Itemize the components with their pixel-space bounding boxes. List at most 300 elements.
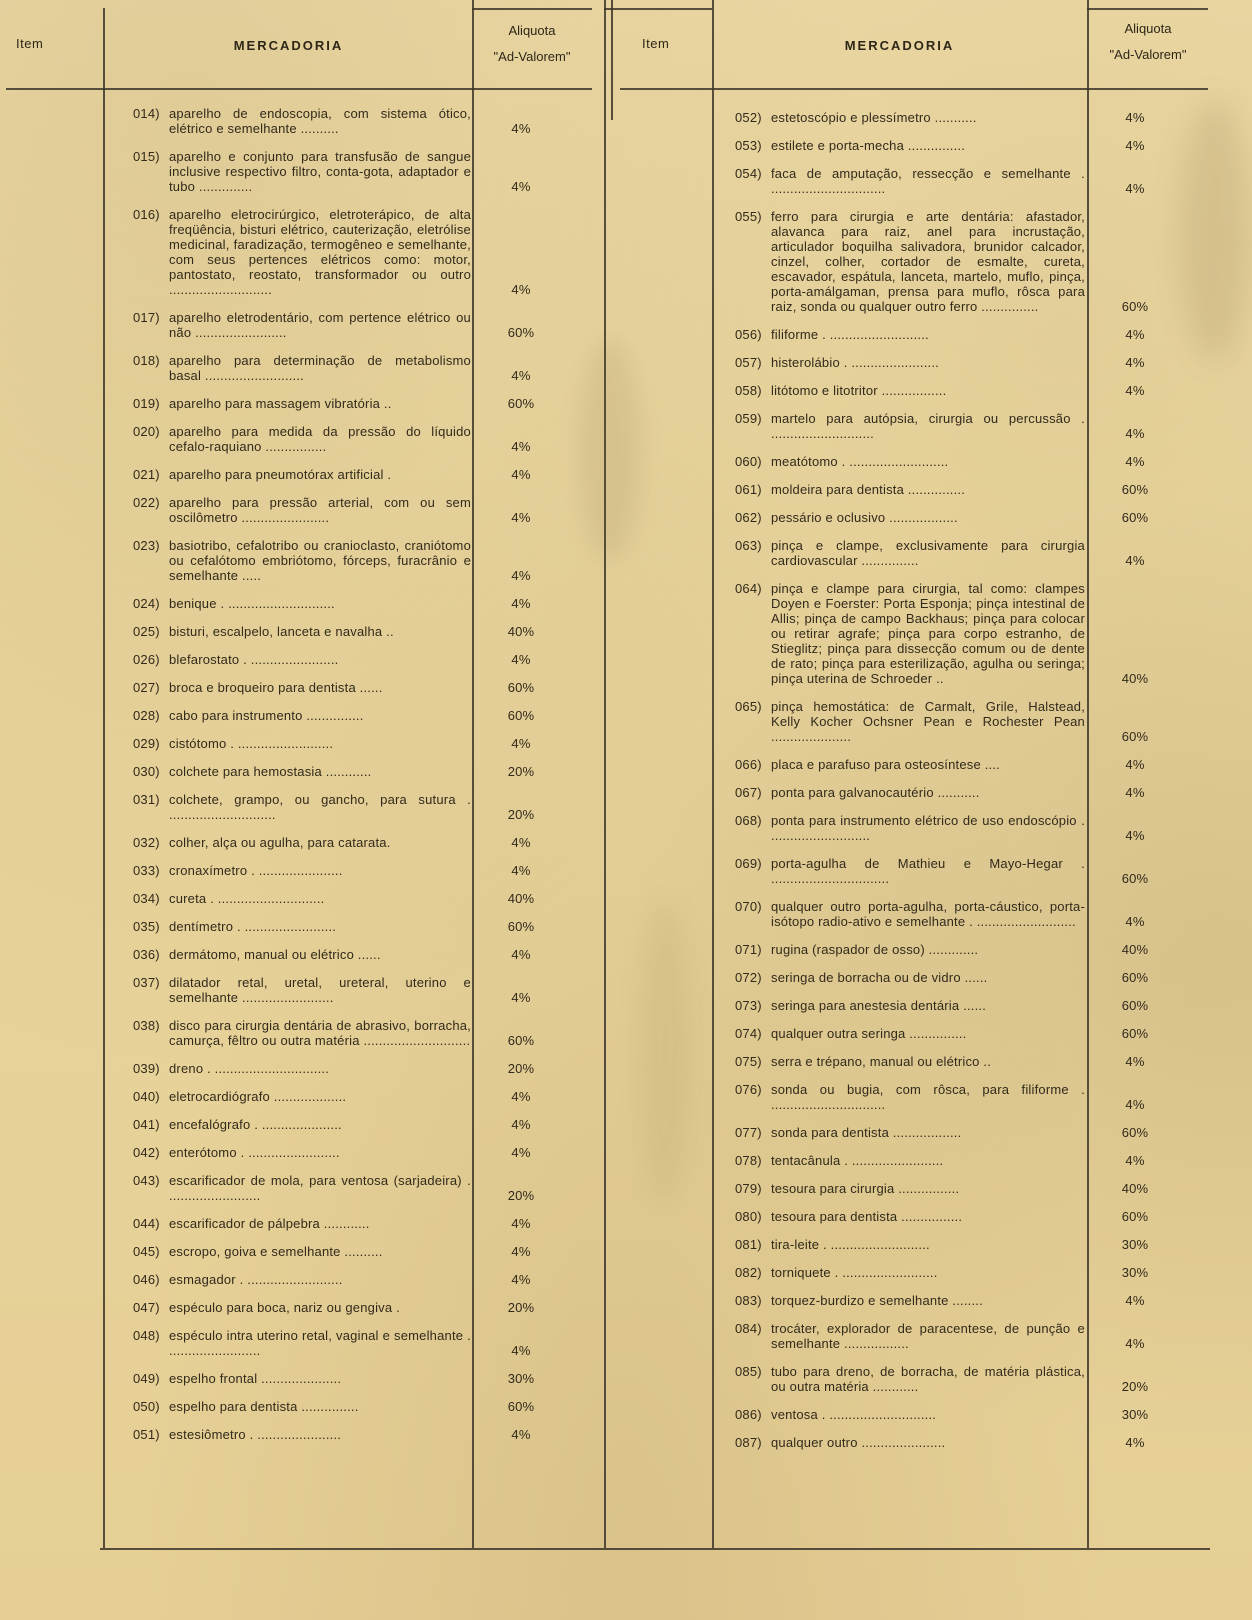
- table-row: [133, 495, 563, 525]
- item-description: porta-agulha de Mathieu e Mayo-Hegar . ...............................: [771, 856, 1085, 886]
- item-rate: 60%: [1121, 510, 1149, 525]
- item-number: 075): [735, 1054, 762, 1069]
- item-description: disco para cirurgia dentária de abrasivo, borracha, camurça, fêltro ou outra matéria ............................: [169, 1018, 471, 1048]
- item-description: meatótomo . ..........................: [771, 454, 949, 469]
- item-rate: 60%: [1121, 970, 1149, 985]
- item-description: sonda ou bugia, com rôsca, para filiforme . ..............................: [771, 1082, 1085, 1112]
- item-description: blefarostato . .......................: [169, 652, 339, 667]
- item-description: tira-leite . ..........................: [771, 1237, 930, 1252]
- item-rate: 60%: [1121, 482, 1149, 497]
- item-number: 067): [735, 785, 762, 800]
- item-description: ferro para cirurgia e arte dentária: afastador, alavanca para raiz, anel para incrustação, articulador boquilha salivadora, brunidor calcador, cinzel, colher, cortador de esmalte, cureta, escavador, espátula, lanceta, martelo, muflo, pinça, porta-amálgaman, prensa para muflo, rôsca para raiz, sonda ou qualquer outro ferro ...............: [771, 209, 1085, 314]
- table-row: [735, 482, 1177, 497]
- item-number: 045): [133, 1244, 160, 1259]
- item-description: faca de amputação, ressecção e semelhante . ..............................: [771, 166, 1085, 196]
- center-divider-line-2: [611, 0, 613, 120]
- item-description: espéculo para boca, nariz ou gengiva .: [169, 1300, 400, 1315]
- item-description: pinça e clampe, exclusivamente para cirurgia cardiovascular ...............: [771, 538, 1085, 568]
- item-description: encefalógrafo . .....................: [169, 1117, 342, 1132]
- aliquota-label-line2: "Ad-Valorem": [1109, 47, 1187, 62]
- item-description: estilete e porta-mecha ...............: [771, 138, 966, 153]
- table-row: [133, 207, 563, 297]
- item-description: aparelho para determinação de metabolismo basal ..........................: [169, 353, 471, 383]
- item-description: escropo, goiva e semelhante ..........: [169, 1244, 383, 1259]
- item-number: 030): [133, 764, 160, 779]
- item-rate: 60%: [1121, 1209, 1149, 1224]
- table-row: [735, 538, 1177, 568]
- item-rate: 20%: [507, 1188, 535, 1203]
- item-description: tentacânula . ........................: [771, 1153, 944, 1168]
- item-description: aparelho eletrocirúrgico, eletroterápico, de alta freqüência, bisturi elétrico, cauterização, eletrólise medicinal, faradização, termogêneo e semelhante, com seus pertences elétricos como: motor, pantostato, reostato, transformador ou outro ...........................: [169, 207, 471, 297]
- item-rate: 60%: [507, 680, 535, 695]
- item-rate: 4%: [511, 1272, 531, 1287]
- item-number: 072): [735, 970, 762, 985]
- item-number: 063): [735, 538, 762, 553]
- item-number: 017): [133, 310, 160, 325]
- item-number: 015): [133, 149, 160, 164]
- item-rate: 60%: [1121, 871, 1149, 886]
- item-description: qualquer outra seringa ...............: [771, 1026, 967, 1041]
- item-rate: 60%: [507, 708, 535, 723]
- table-row: [735, 1026, 1177, 1041]
- item-number: 085): [735, 1364, 762, 1379]
- item-rate: 4%: [511, 1244, 531, 1259]
- item-description: eletrocardiógrafo ...................: [169, 1089, 347, 1104]
- item-rate: 60%: [507, 1399, 535, 1414]
- right-item-divider-line: [712, 0, 714, 1548]
- item-rate: 20%: [507, 764, 535, 779]
- table-row: [133, 353, 563, 383]
- item-number: 042): [133, 1145, 160, 1160]
- item-rate: 4%: [1125, 553, 1145, 568]
- table-row: [735, 942, 1177, 957]
- item-rate: 30%: [507, 1371, 535, 1386]
- item-rate: 4%: [511, 368, 531, 383]
- item-number: 050): [133, 1399, 160, 1414]
- table-row: [735, 510, 1177, 525]
- table-row: [735, 355, 1177, 370]
- item-description: colher, alça ou agulha, para catarata.: [169, 835, 391, 850]
- item-rate: 4%: [511, 1089, 531, 1104]
- table-row: [133, 1427, 563, 1442]
- item-number: 043): [133, 1173, 160, 1188]
- item-number: 053): [735, 138, 762, 153]
- item-description: aparelho para pressão arterial, com ou sem oscilômetro .......................: [169, 495, 471, 525]
- left-column-header-item: Item: [16, 36, 44, 51]
- table-row: [133, 106, 563, 136]
- item-rate: 4%: [511, 179, 531, 194]
- aliquota-label-line2: "Ad-Valorem": [493, 49, 571, 64]
- item-number: 064): [735, 581, 762, 596]
- item-number: 084): [735, 1321, 762, 1336]
- item-number: 081): [735, 1237, 762, 1252]
- item-number: 037): [133, 975, 160, 990]
- item-rate: 4%: [511, 510, 531, 525]
- item-number: 082): [735, 1265, 762, 1280]
- table-row: [735, 1321, 1177, 1351]
- table-row: [133, 1117, 563, 1132]
- table-row: [133, 1216, 563, 1231]
- table-row: [133, 1089, 563, 1104]
- right-column-header-item: Item: [642, 36, 670, 51]
- table-row: [133, 919, 563, 934]
- item-rate: 30%: [1121, 1265, 1149, 1280]
- item-description: colchete, grampo, ou gancho, para sutura . ............................: [169, 792, 471, 822]
- item-description: filiforme . ..........................: [771, 327, 929, 342]
- right-table-body: [735, 110, 1177, 1463]
- item-number: 019): [133, 396, 160, 411]
- table-row: [735, 1293, 1177, 1308]
- table-row: [735, 454, 1177, 469]
- item-description: tesoura para cirurgia ................: [771, 1181, 960, 1196]
- item-number: 077): [735, 1125, 762, 1140]
- item-description: cureta . ............................: [169, 891, 325, 906]
- item-rate: 4%: [1125, 828, 1145, 843]
- item-rate: 4%: [1125, 383, 1145, 398]
- item-rate: 4%: [1125, 138, 1145, 153]
- item-number: 024): [133, 596, 160, 611]
- item-rate: 20%: [507, 1061, 535, 1076]
- item-number: 027): [133, 680, 160, 695]
- item-rate: 60%: [507, 1033, 535, 1048]
- item-number: 066): [735, 757, 762, 772]
- item-number: 033): [133, 863, 160, 878]
- table-row: [735, 856, 1177, 886]
- item-description: tubo para dreno, de borracha, de matéria plástica, ou outra matéria ............: [771, 1364, 1085, 1394]
- item-rate: 4%: [1125, 785, 1145, 800]
- item-description: ponta para instrumento elétrico de uso endoscópio . ..........................: [771, 813, 1085, 843]
- item-rate: 4%: [511, 1216, 531, 1231]
- item-number: 051): [133, 1427, 160, 1442]
- item-number: 035): [133, 919, 160, 934]
- table-row: [133, 863, 563, 878]
- table-row: [735, 110, 1177, 125]
- item-description: esmagador . .........................: [169, 1272, 343, 1287]
- table-row: [133, 310, 563, 340]
- item-description: colchete para hemostasia ............: [169, 764, 372, 779]
- table-row: [133, 652, 563, 667]
- item-rate: 40%: [1121, 942, 1149, 957]
- item-rate: 4%: [1125, 355, 1145, 370]
- item-rate: 4%: [1125, 181, 1145, 196]
- item-rate: 4%: [511, 596, 531, 611]
- center-top-rule: [604, 8, 712, 10]
- table-row: [735, 411, 1177, 441]
- table-row: [735, 138, 1177, 153]
- item-rate: 4%: [511, 1343, 531, 1358]
- item-rate: 4%: [1125, 327, 1145, 342]
- item-number: 044): [133, 1216, 160, 1231]
- item-description: broca e broqueiro para dentista ......: [169, 680, 383, 695]
- item-description: litótomo e litotritor .................: [771, 383, 947, 398]
- item-description: escarificador de pálpebra ............: [169, 1216, 370, 1231]
- item-number: 068): [735, 813, 762, 828]
- item-description: benique . ............................: [169, 596, 335, 611]
- item-rate: 40%: [1121, 1181, 1149, 1196]
- item-number: 040): [133, 1089, 160, 1104]
- item-rate: 20%: [507, 807, 535, 822]
- item-rate: 60%: [1121, 729, 1149, 744]
- item-description: espéculo intra uterino retal, vaginal e semelhante . ........................: [169, 1328, 471, 1358]
- item-number: 078): [735, 1153, 762, 1168]
- item-number: 023): [133, 538, 160, 553]
- item-number: 046): [133, 1272, 160, 1287]
- left-item-divider-line: [103, 8, 105, 1548]
- item-description: pessário e oclusivo ..................: [771, 510, 958, 525]
- item-number: 034): [133, 891, 160, 906]
- table-row: [735, 166, 1177, 196]
- item-rate: 4%: [511, 1117, 531, 1132]
- table-row: [735, 1054, 1177, 1069]
- left-table-body: [133, 106, 563, 1455]
- table-row: [735, 1153, 1177, 1168]
- item-description: cistótomo . .........................: [169, 736, 334, 751]
- item-rate: 4%: [1125, 757, 1145, 772]
- left-aliquota-top-rule: [472, 8, 592, 10]
- item-description: enterótomo . ........................: [169, 1145, 340, 1160]
- right-column-header-aliquota: [1089, 16, 1207, 68]
- item-rate: 4%: [1125, 110, 1145, 125]
- item-rate: 30%: [1121, 1237, 1149, 1252]
- table-row: [133, 736, 563, 751]
- item-description: basiotribo, cefalotribo ou cranioclasto, craniótomo ou cefalótomo embriótomo, fórceps, furacrânio e semelhante .....: [169, 538, 471, 583]
- item-description: dilatador retal, uretal, ureteral, uterino e semelhante ........................: [169, 975, 471, 1005]
- item-description: seringa de borracha ou de vidro ......: [771, 970, 988, 985]
- item-rate: 4%: [511, 439, 531, 454]
- item-rate: 4%: [511, 736, 531, 751]
- item-rate: 4%: [1125, 1153, 1145, 1168]
- item-rate: 4%: [511, 467, 531, 482]
- item-description: torquez-burdizo e semelhante ........: [771, 1293, 983, 1308]
- item-description: martelo para autópsia, cirurgia ou percussão . ...........................: [771, 411, 1085, 441]
- item-description: estesiômetro . ......................: [169, 1427, 342, 1442]
- item-description: estetoscópio e plessímetro ...........: [771, 110, 977, 125]
- item-rate: 4%: [511, 1145, 531, 1160]
- item-description: cronaxímetro . ......................: [169, 863, 343, 878]
- item-number: 059): [735, 411, 762, 426]
- item-description: aparelho para massagem vibratória ..: [169, 396, 392, 411]
- item-rate: 60%: [1121, 1026, 1149, 1041]
- table-row: [735, 1407, 1177, 1422]
- table-row: [133, 596, 563, 611]
- item-number: 041): [133, 1117, 160, 1132]
- item-description: bisturi, escalpelo, lanceta e navalha ..: [169, 624, 394, 639]
- item-rate: 4%: [511, 835, 531, 850]
- item-description: serra e trépano, manual ou elétrico ..: [771, 1054, 992, 1069]
- item-description: dreno . ..............................: [169, 1061, 330, 1076]
- table-row: [133, 764, 563, 779]
- table-row: [735, 1265, 1177, 1280]
- item-number: 018): [133, 353, 160, 368]
- left-column-header-mercadoria: MERCADORIA: [233, 38, 344, 53]
- table-row: [133, 1061, 563, 1076]
- item-description: aparelho de endoscopia, com sistema ótico, elétrico e semelhante ..........: [169, 106, 471, 136]
- item-number: 028): [133, 708, 160, 723]
- item-description: ponta para galvanocautério ...........: [771, 785, 980, 800]
- item-number: 047): [133, 1300, 160, 1315]
- item-description: trocáter, explorador de paracentese, de punção e semelhante .................: [771, 1321, 1085, 1351]
- item-rate: 40%: [507, 624, 535, 639]
- item-rate: 60%: [507, 396, 535, 411]
- item-number: 070): [735, 899, 762, 914]
- item-number: 048): [133, 1328, 160, 1343]
- paper-stain: [580, 340, 640, 560]
- table-row: [735, 209, 1177, 314]
- item-number: 071): [735, 942, 762, 957]
- item-description: sonda para dentista ..................: [771, 1125, 962, 1140]
- item-rate: 60%: [1121, 299, 1149, 314]
- item-number: 031): [133, 792, 160, 807]
- item-rate: 30%: [1121, 1407, 1149, 1422]
- item-description: dentímetro . ........................: [169, 919, 337, 934]
- item-description: espelho para dentista ...............: [169, 1399, 359, 1414]
- item-number: 022): [133, 495, 160, 510]
- table-row: [735, 581, 1177, 686]
- item-description: moldeira para dentista ...............: [771, 482, 966, 497]
- item-rate: 40%: [507, 891, 535, 906]
- table-row: [133, 538, 563, 583]
- item-number: 054): [735, 166, 762, 181]
- item-number: 026): [133, 652, 160, 667]
- table-row: [133, 467, 563, 482]
- item-rate: 4%: [511, 282, 531, 297]
- item-description: dermátomo, manual ou elétrico ......: [169, 947, 381, 962]
- table-row: [133, 1173, 563, 1203]
- item-number: 055): [735, 209, 762, 224]
- table-row: [133, 1328, 563, 1358]
- table-row: [133, 975, 563, 1005]
- item-number: 020): [133, 424, 160, 439]
- item-rate: 4%: [511, 863, 531, 878]
- item-description: qualquer outro porta-agulha, porta-cáustico, porta-isótopo radio-ativo e semelhante . ..........................: [771, 899, 1085, 929]
- item-description: escarificador de mola, para ventosa (sarjadeira) . ........................: [169, 1173, 471, 1203]
- table-row: [133, 1371, 563, 1386]
- item-number: 065): [735, 699, 762, 714]
- item-number: 086): [735, 1407, 762, 1422]
- item-number: 087): [735, 1435, 762, 1450]
- item-number: 052): [735, 110, 762, 125]
- center-divider-line-1: [604, 0, 606, 1548]
- item-number: 060): [735, 454, 762, 469]
- item-number: 079): [735, 1181, 762, 1196]
- item-number: 069): [735, 856, 762, 871]
- table-row: [133, 396, 563, 411]
- item-rate: 4%: [1125, 426, 1145, 441]
- item-number: 021): [133, 467, 160, 482]
- table-row: [735, 970, 1177, 985]
- item-rate: 60%: [507, 325, 535, 340]
- item-description: aparelho eletrodentário, com pertence elétrico ou não ........................: [169, 310, 471, 340]
- item-rate: 4%: [511, 652, 531, 667]
- item-description: qualquer outro ......................: [771, 1435, 946, 1450]
- item-rate: 4%: [511, 947, 531, 962]
- item-number: 036): [133, 947, 160, 962]
- table-row: [735, 699, 1177, 744]
- table-row: [735, 757, 1177, 772]
- item-number: 056): [735, 327, 762, 342]
- table-row: [735, 1209, 1177, 1224]
- table-row: [735, 1125, 1177, 1140]
- item-number: 058): [735, 383, 762, 398]
- left-column-header-aliquota: [474, 18, 590, 70]
- item-number: 061): [735, 482, 762, 497]
- left-header-underline: [6, 88, 592, 90]
- table-row: [735, 1181, 1177, 1196]
- table-row: [133, 680, 563, 695]
- table-row: [735, 1364, 1177, 1394]
- table-row: [133, 149, 563, 194]
- item-number: 073): [735, 998, 762, 1013]
- item-description: aparelho para medida da pressão do líquido cefalo-raquiano ................: [169, 424, 471, 454]
- table-row: [133, 1300, 563, 1315]
- item-number: 083): [735, 1293, 762, 1308]
- item-number: 049): [133, 1371, 160, 1386]
- item-rate: 20%: [1121, 1379, 1149, 1394]
- item-number: 076): [735, 1082, 762, 1097]
- table-row: [735, 327, 1177, 342]
- item-number: 039): [133, 1061, 160, 1076]
- item-rate: 60%: [1121, 998, 1149, 1013]
- item-number: 080): [735, 1209, 762, 1224]
- item-rate: 40%: [1121, 671, 1149, 686]
- item-description: ventosa . ............................: [771, 1407, 937, 1422]
- item-rate: 4%: [1125, 1054, 1145, 1069]
- item-rate: 4%: [511, 121, 531, 136]
- table-row: [735, 1435, 1177, 1450]
- item-description: espelho frontal .....................: [169, 1371, 342, 1386]
- table-row: [735, 899, 1177, 929]
- table-row: [133, 624, 563, 639]
- item-description: aparelho para pneumotórax artificial .: [169, 467, 392, 482]
- table-row: [133, 835, 563, 850]
- item-description: torniquete . .........................: [771, 1265, 938, 1280]
- item-rate: 4%: [1125, 454, 1145, 469]
- item-description: tesoura para dentista ................: [771, 1209, 963, 1224]
- item-number: 029): [133, 736, 160, 751]
- paper-stain: [1180, 100, 1250, 360]
- item-number: 016): [133, 207, 160, 222]
- table-row: [133, 424, 563, 454]
- table-row: [735, 1082, 1177, 1112]
- table-row: [133, 1244, 563, 1259]
- item-rate: 4%: [1125, 1293, 1145, 1308]
- item-rate: 4%: [511, 568, 531, 583]
- item-description: pinça hemostática: de Carmalt, Grile, Halstead, Kelly Kocher Ochsner Pean e Rochester Pean .....................: [771, 699, 1085, 744]
- page-bottom-rule: [100, 1548, 1210, 1550]
- aliquota-label-line1: Aliquota: [508, 23, 556, 38]
- item-number: 057): [735, 355, 762, 370]
- right-column-header-mercadoria: MERCADORIA: [844, 38, 955, 53]
- table-row: [735, 998, 1177, 1013]
- table-row: [735, 785, 1177, 800]
- item-description: histerolábio . .......................: [771, 355, 939, 370]
- right-aliquota-top-rule: [1087, 8, 1208, 10]
- item-rate: 4%: [1125, 1336, 1145, 1351]
- item-rate: 60%: [507, 919, 535, 934]
- item-number: 038): [133, 1018, 160, 1033]
- item-number: 032): [133, 835, 160, 850]
- item-description: seringa para anestesia dentária ......: [771, 998, 987, 1013]
- item-description: placa e parafuso para osteosíntese ....: [771, 757, 1000, 772]
- table-row: [133, 891, 563, 906]
- item-rate: 4%: [511, 990, 531, 1005]
- table-row: [735, 813, 1177, 843]
- item-rate: 20%: [507, 1300, 535, 1315]
- table-row: [735, 383, 1177, 398]
- table-row: [133, 947, 563, 962]
- item-number: 014): [133, 106, 160, 121]
- item-description: rugina (raspador de osso) .............: [771, 942, 979, 957]
